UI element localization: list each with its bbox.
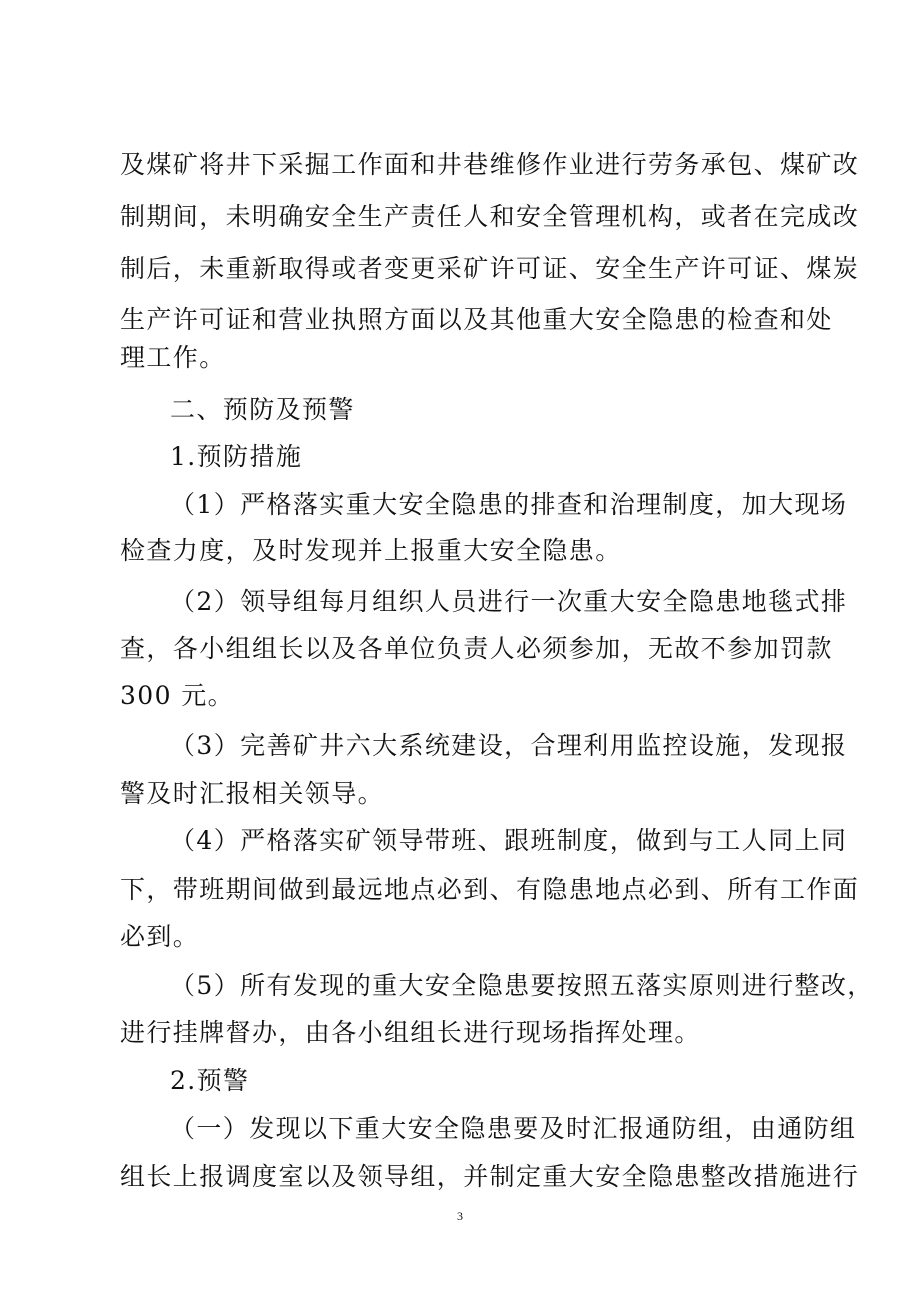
body-text-line: （2）领导组每月组织人员进行一次重大安全隐患地毯式排 <box>170 587 848 616</box>
subsection-heading: 2.预警 <box>170 1066 250 1095</box>
body-text-line: （5）所有发现的重大安全隐患要按照五落实原则进行整改， <box>170 971 874 1000</box>
body-text-line: 制后，未重新取得或者变更采矿许可证、安全生产许可证、煤炭 <box>120 254 860 283</box>
body-text-line: 必到。 <box>120 922 200 951</box>
body-text-line: 及煤矿将井下采掘工作面和井巷维修作业进行劳务承包、煤矿改 <box>120 150 860 179</box>
body-text-line: 生产许可证和营业执照方面以及其他重大安全隐患的检查和处 <box>120 305 833 334</box>
body-text-line: 查，各小组组长以及各单位负责人必须参加，无故不参加罚款 <box>120 634 833 663</box>
body-text-line: 检查力度，及时发现并上报重大安全隐患。 <box>120 536 622 565</box>
body-text-line: （一）发现以下重大安全隐患要及时汇报通防组，由通防组 <box>170 1114 857 1143</box>
body-text-line: （3）完善矿井六大系统建设，合理利用监控设施，发现报 <box>170 731 848 760</box>
body-text-line: 警及时汇报相关领导。 <box>120 779 385 808</box>
body-text-line: 下，带班期间做到最远地点必到、有隐患地点必到、所有工作面 <box>120 875 860 904</box>
body-text-line: 300 元。 <box>120 681 235 710</box>
body-text-line: 组长上报调度室以及领导组，并制定重大安全隐患整改措施进行 <box>120 1162 860 1191</box>
body-text-line: 制期间，未明确安全生产责任人和安全管理机构，或者在完成改 <box>120 202 860 231</box>
body-text-line: 理工作。 <box>120 343 226 372</box>
body-text-line: （4）严格落实矿领导带班、跟班制度，做到与工人同上同 <box>170 826 848 855</box>
page-number: 3 <box>457 1209 463 1223</box>
body-text-line: （1）严格落实重大安全隐患的排查和治理制度，加大现场 <box>170 490 848 519</box>
body-text-line: 进行挂牌督办，由各小组组长进行现场指挥处理。 <box>120 1018 701 1047</box>
subsection-heading: 1.预防措施 <box>170 442 303 471</box>
section-heading: 二、预防及预警 <box>170 395 355 424</box>
